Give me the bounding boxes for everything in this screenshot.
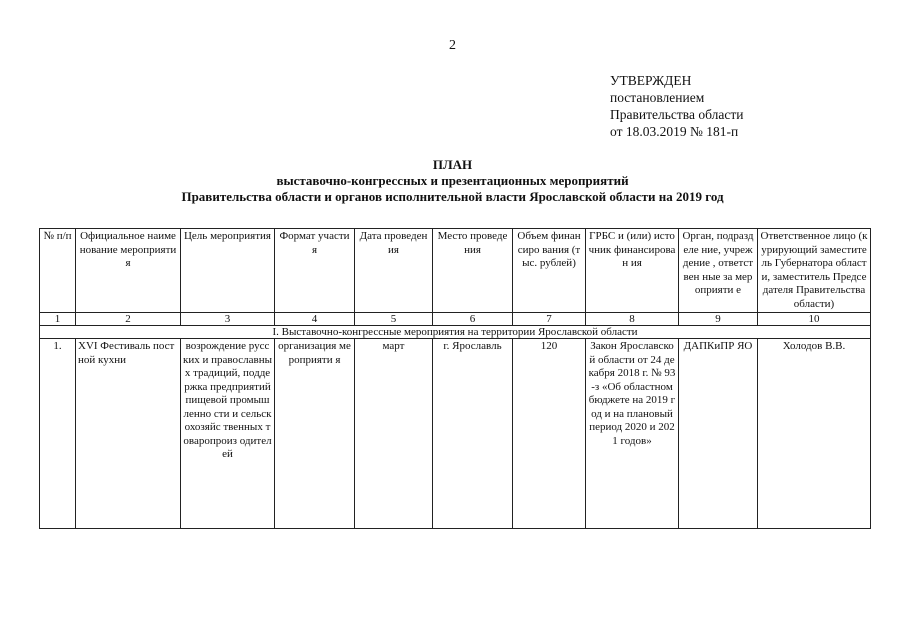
column-number: 7 <box>513 313 586 326</box>
approval-line-1: УТВЕРЖДЕН <box>610 73 692 88</box>
funding-source: Закон Ярославской области от 24 декабря 2018 г. № 93-з «Об областном бюджете на 2019 год и на плановый период 2020 и 2021 годов» <box>586 339 679 529</box>
section-row <box>40 326 871 339</box>
column-number: 6 <box>433 313 513 326</box>
header-cell: Официальное наименование мероприятия <box>76 229 181 313</box>
header-cell: Ответственное лицо (курирующий заместитель Губернатора области, заместитель Председателя Правительства области) <box>758 229 871 313</box>
title-line-2: выставочно-конгрессных и презентационных мероприятий <box>276 173 629 188</box>
approval-stamp <box>610 72 743 140</box>
column-number: 8 <box>586 313 679 326</box>
responsible-person: Холодов В.В. <box>758 339 871 529</box>
approval-line-2: постановлением <box>610 90 705 105</box>
title-line-1: ПЛАН <box>432 157 473 172</box>
header-cell: Дата проведения <box>355 229 433 313</box>
column-number: 10 <box>758 313 871 326</box>
table-row <box>40 339 871 529</box>
column-number-row <box>40 313 871 326</box>
section-title: I. Выставочно-конгрессные мероприятия на территории Ярославской области <box>40 326 871 339</box>
header-cell: Объем финансиро вания (тыс. рублей) <box>513 229 586 313</box>
column-number: 5 <box>355 313 433 326</box>
header-cell: Место проведения <box>433 229 513 313</box>
plan-table <box>39 228 871 529</box>
event-place: г. Ярославль <box>433 339 513 529</box>
event-name: XVI Фестиваль постной кухни <box>76 339 181 529</box>
column-number: 3 <box>181 313 275 326</box>
column-number: 2 <box>76 313 181 326</box>
column-number: 1 <box>40 313 76 326</box>
row-number: 1. <box>40 339 76 529</box>
title-line-3: Правительства области и органов исполнительной власти Ярославской области на 2019 год <box>181 189 724 204</box>
header-cell: Орган, подразделе ние, учреждение , ответствен ные за мероприяти е <box>679 229 758 313</box>
header-cell: № п/п <box>40 229 76 313</box>
header-cell: Формат участия <box>275 229 355 313</box>
approval-line-4: от 18.03.2019 № 181-п <box>610 124 739 139</box>
document-title <box>0 157 905 205</box>
column-number: 9 <box>679 313 758 326</box>
event-date: март <box>355 339 433 529</box>
event-goal: возрождение русских и православных традиций, поддержка предприятий пищевой промышленно сти и сельскохозяйс твенных товаропроиз одителей <box>181 339 275 529</box>
header-cell: ГРБС и (или) источник финансирован ия <box>586 229 679 313</box>
approval-line-3: Правительства области <box>610 107 744 122</box>
header-row <box>40 229 871 313</box>
event-format: организация мероприяти я <box>275 339 355 529</box>
header-cell: Цель мероприятия <box>181 229 275 313</box>
funding-amount: 120 <box>513 339 586 529</box>
column-number: 4 <box>275 313 355 326</box>
responsible-organ: ДАПКиПР ЯО <box>679 339 758 529</box>
page-number: 2 <box>449 38 456 53</box>
